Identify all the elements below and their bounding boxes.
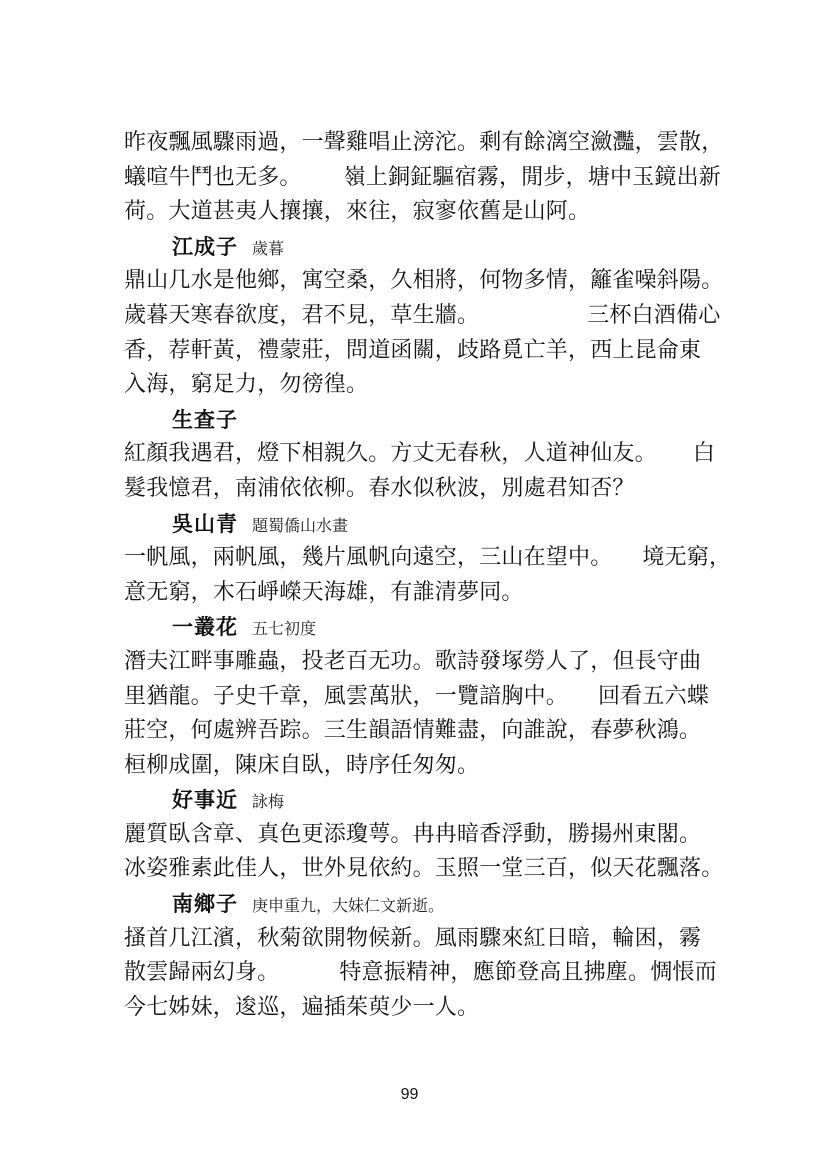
poem-heading bbox=[124, 610, 724, 645]
text-line: 鼎山几水是他鄉，寓空桑，久相將，何物多情，籬雀噪斜陽。 bbox=[124, 268, 724, 294]
poem bbox=[124, 887, 724, 1025]
poem-subtitle: 歲暮 bbox=[252, 238, 285, 258]
poem bbox=[124, 507, 732, 611]
poem bbox=[124, 783, 724, 887]
poem-title: 吳山青 bbox=[172, 511, 238, 536]
text-line: 意无窮，木石崢嶸天海雄，有誰清夢同。 bbox=[124, 579, 524, 605]
text-line: 紅顏我遇君，燈下相親久。方丈无春秋，人道神仙友。 白 bbox=[124, 441, 716, 467]
poem-heading bbox=[124, 507, 724, 542]
text-line: 髮我憶君，南浦依依柳。春水似秋波，別處君知否？ bbox=[124, 475, 635, 501]
poem-subtitle: 五七初度 bbox=[252, 619, 317, 639]
poem-title: 一叢花 bbox=[172, 615, 238, 640]
poem-heading bbox=[124, 887, 724, 922]
poem-title: 江成子 bbox=[172, 234, 238, 259]
poem-title: 生查子 bbox=[172, 407, 238, 432]
text-line: 昨夜飄風驟雨過，一聲雞唱止滂沱。剩有餘漓空瀲灩，雲散， bbox=[124, 130, 724, 155]
page-number: 99 bbox=[400, 1086, 419, 1103]
text-line: 冰姿雅素此佳人，世外見依約。玉照一堂三百，似天花飄落。 bbox=[124, 856, 724, 882]
text-line: 一帆風，兩帆風，幾片風帆向遠空，三山在望中。 境无窮， bbox=[124, 545, 732, 571]
text-line: 散雲歸兩幻身。 特意振精神，應節登高且拂塵。惆悵而 bbox=[124, 960, 717, 986]
poem-title: 好事近 bbox=[172, 788, 238, 813]
poem-subtitle: 庚申重九，大妹仁文新逝。 bbox=[252, 896, 445, 916]
text-line: 香，荐軒黃，禮蒙莊，問道函關，歧路覓亡羊，西上昆侖東 bbox=[124, 337, 702, 363]
poem-subtitle: 詠梅 bbox=[252, 792, 285, 812]
poem-title: 南鄉子 bbox=[172, 892, 238, 917]
text-line: 莊空，何處辨吾踪。三生韻語情難盡，向誰說，春夢秋鴻。 bbox=[124, 718, 702, 744]
text-line: 今七姊妹，逡巡，遍插茱萸少一人。 bbox=[124, 994, 480, 1020]
text-line: 桓柳成圍，陳床自臥，時序任匆匆。 bbox=[124, 752, 480, 778]
text-line: 歲暮天寒春欲度，君不見，草生牆。 三杯白酒備心 bbox=[124, 302, 721, 328]
poem-heading bbox=[124, 783, 724, 818]
poem-heading bbox=[124, 230, 724, 265]
text-line: 荷。大道甚夷人攘攘，來往，寂寥依舊是山阿。 bbox=[124, 199, 591, 225]
poem-subtitle: 題蜀僑山水畫 bbox=[252, 515, 349, 535]
text-line: 入海，窮足力，勿徬徨。 bbox=[124, 372, 369, 398]
intro-stanza bbox=[124, 126, 724, 230]
poem bbox=[124, 230, 724, 403]
poem-collection bbox=[124, 126, 732, 1025]
text-line: 里猶龍。子史千章，風雲萬狀，一覽諳胸中。 回看五六蝶 bbox=[124, 683, 710, 709]
text-line: 潛夫江畔事雕蟲，投老百无功。歌詩發塚勞人了，但長守曲 bbox=[124, 648, 702, 674]
text-line: 蟻喧牛鬥也无多。 嶺上銅鉦驅宿霧，閒步，塘中玉鏡出新 bbox=[124, 164, 722, 190]
poem-heading bbox=[124, 403, 724, 438]
poem bbox=[124, 403, 724, 507]
text-line: 搔首几江濱，秋菊欲開物候新。風雨驟來紅日暗，輪困，霧 bbox=[124, 925, 702, 951]
poem bbox=[124, 610, 724, 783]
text-line: 麗質臥含章、真色更添瓊萼。冉冉暗香浮動，勝揚州東閣。 bbox=[124, 821, 702, 847]
